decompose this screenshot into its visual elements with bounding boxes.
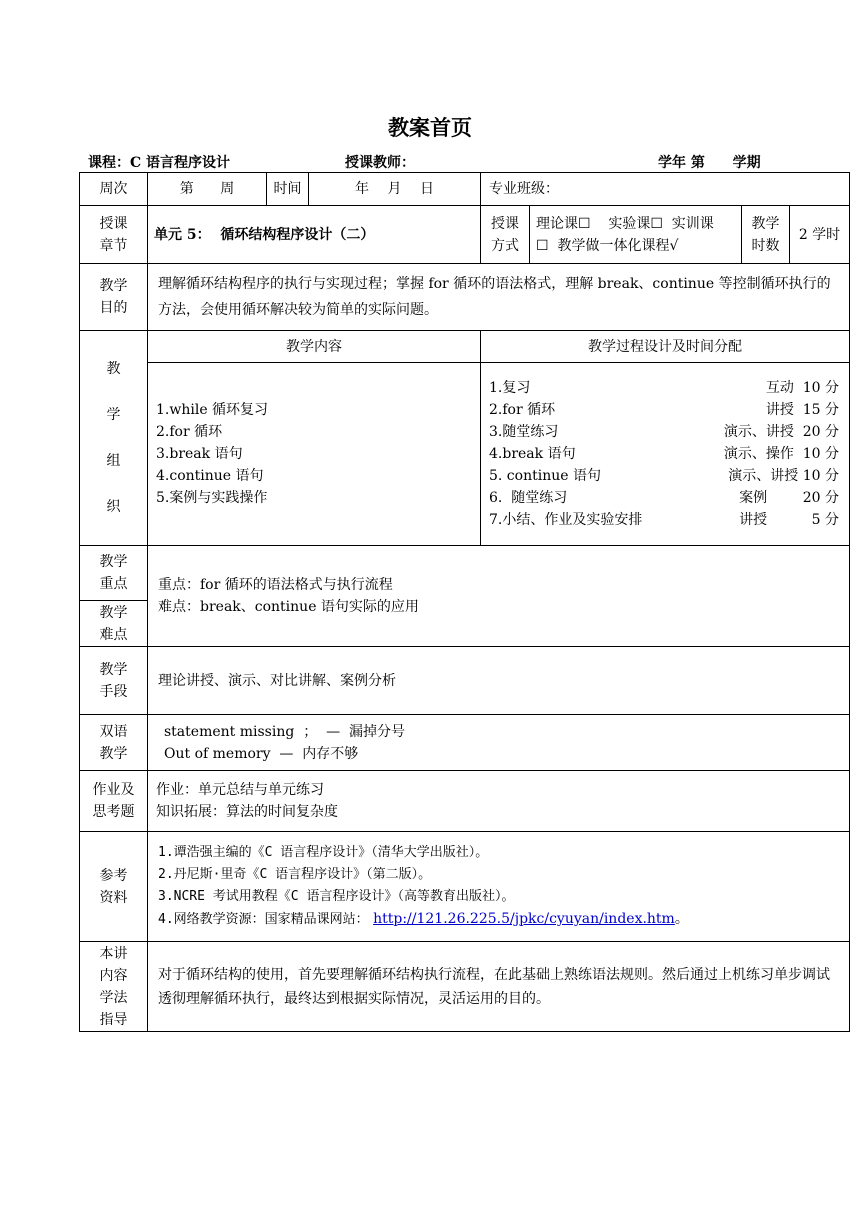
process-step: 5. continue 语句 [489, 468, 601, 484]
organization-header-row [80, 331, 850, 363]
guide-label-line: 指导 [99, 1011, 128, 1028]
organization-label-char: 教 [106, 361, 121, 377]
homework-text [148, 771, 850, 832]
key-point-row [80, 546, 850, 601]
process-method: 案例 20 分 [739, 490, 839, 506]
mode-options [530, 206, 742, 264]
key-point-label-line: 教学 [99, 554, 128, 570]
process-method: 讲授 5 分 [739, 512, 839, 528]
content-column-header: 教学内容 [148, 331, 481, 363]
course-label: 课程：C 语言程序设计 [88, 155, 231, 171]
homework-line: 作业：单元总结与单元练习 [156, 782, 324, 798]
term-label: 学期 [732, 155, 761, 171]
key-point-label-line: 重点 [99, 576, 128, 592]
bilingual-label-line: 双语 [99, 723, 128, 740]
means-label-line: 手段 [99, 683, 128, 700]
reference-suffix: 。 [674, 911, 689, 927]
bilingual-text [148, 715, 850, 771]
term-prefix-label: 第 [690, 155, 705, 171]
bilingual-line: statement missing ； — 漏掉分号 [164, 723, 406, 740]
hours-label-line: 时数 [751, 237, 780, 254]
mode-label-line: 授课 [491, 215, 519, 232]
homework-row [80, 771, 850, 832]
guide-label-line: 内容 [99, 967, 128, 984]
guide-label-line: 学法 [99, 989, 128, 1006]
content-item: 1.while 循环复习 [156, 402, 269, 418]
process-item [489, 487, 839, 509]
organization-label-char: 学 [106, 407, 121, 423]
reference-prefix: 4.网络教学资源：国家精品课网站： [158, 912, 369, 927]
chapter-row [80, 206, 850, 264]
content-list [148, 363, 481, 546]
process-step: 1.复习 [489, 380, 531, 396]
process-step: 3.随堂练习 [489, 424, 559, 440]
homework-label [80, 771, 148, 832]
process-step: 7.小结、作业及实验安排 [489, 512, 643, 528]
guide-row [80, 942, 850, 1032]
process-item [489, 465, 839, 487]
reference-item: 3.NCRE 考试用教程《C 语言程序设计》（高等教育出版社）。 [158, 889, 515, 904]
goal-text: 理解循环结构程序的执行与实现过程；掌握 for 循环的语法格式，理解 break、continue 等控制循环执行的方法，会使用循环解决较为简单的实际问题。 [148, 264, 850, 331]
process-method: 演示、讲授 10 分 [728, 468, 839, 484]
difficulty-label [80, 601, 148, 647]
means-label [80, 647, 148, 715]
course-website-link[interactable]: http://121.26.225.5/jpkc/cyuyan/index.htm [373, 911, 675, 927]
references-label-line: 参考 [99, 867, 128, 884]
year-label: 学年 [658, 155, 686, 171]
reference-item [158, 908, 843, 931]
time-label: 时间 [267, 173, 309, 206]
key-difficulty-text [148, 546, 850, 647]
hours-label-line: 教学 [751, 215, 780, 232]
references-list [148, 832, 850, 942]
organization-label-char: 组 [106, 453, 121, 469]
hours-label [742, 206, 790, 264]
process-method: 演示、讲授 20 分 [723, 424, 839, 440]
week-label: 周次 [80, 173, 148, 206]
week-row [80, 173, 850, 206]
process-column-header: 教学过程设计及时间分配 [481, 331, 850, 363]
reference-item: 1.谭浩强主编的《C 语言程序设计》（清华大学出版社）。 [158, 845, 489, 860]
process-item [489, 509, 839, 531]
homework-label-line: 思考题 [92, 804, 135, 820]
academic-year-label [658, 152, 761, 172]
process-method: 讲授 15 分 [765, 402, 839, 418]
document-title: 教案首页 [388, 115, 472, 140]
organization-label [80, 331, 148, 546]
goal-label-line: 目的 [99, 300, 128, 316]
mode-options-line: 理论课☐ 实验课☐ 实训课 [536, 215, 714, 232]
homework-line: 知识拓展：算法的时间复杂度 [156, 804, 338, 820]
bilingual-label-line: 教学 [99, 745, 128, 762]
means-text: 理论讲授、演示、对比讲解、案例分析 [148, 647, 850, 715]
teacher-label: 授课教师： [345, 155, 415, 171]
content-item: 3.break 语句 [156, 446, 243, 462]
references-label-line: 资料 [99, 889, 128, 906]
week-value: 第 周 [148, 173, 267, 206]
unit-title: 单元 5： 循环结构程序设计（二） [148, 206, 481, 264]
process-list [481, 363, 850, 546]
goal-label [80, 264, 148, 331]
process-method: 演示、操作 10 分 [723, 446, 839, 462]
goal-row [80, 264, 850, 331]
guide-label-line: 本讲 [99, 945, 128, 962]
organization-body-row [80, 363, 850, 546]
process-table [489, 377, 839, 531]
key-point-label [80, 546, 148, 601]
hours-value: 2 学时 [790, 206, 850, 264]
process-step: 4.break 语句 [489, 446, 576, 462]
class-label: 专业班级： [481, 173, 850, 206]
process-method: 互动 10 分 [765, 380, 839, 396]
chapter-label-line: 章节 [99, 237, 128, 254]
guide-label [80, 942, 148, 1032]
mode-label [481, 206, 530, 264]
bilingual-row [80, 715, 850, 771]
guide-text: 对于循环结构的使用，首先要理解循环结构执行流程，在此基础上熟练语法规则。然后通过上机练习单步调试透彻理解循环执行，最终达到根据实际情况，灵活运用的目的。 [148, 942, 850, 1032]
process-item [489, 443, 839, 465]
goal-label-line: 教学 [99, 278, 128, 294]
process-item [489, 421, 839, 443]
key-point-text: 重点：for 循环的语法格式与执行流程 [158, 577, 393, 593]
content-item: 2.for 循环 [156, 424, 223, 440]
bilingual-line: Out of memory — 内存不够 [164, 745, 359, 762]
bilingual-label [80, 715, 148, 771]
references-label [80, 832, 148, 942]
difficulty-label-line: 难点 [99, 626, 128, 643]
difficulty-label-line: 教学 [99, 604, 128, 621]
mode-label-line: 方式 [491, 237, 519, 254]
chapter-label-line: 授课 [99, 215, 128, 232]
chapter-label [80, 206, 148, 264]
lesson-plan-table [79, 172, 850, 1032]
reference-item: 2.丹尼斯·里奇《C 语言程序设计》（第二版）。 [158, 867, 432, 882]
references-row [80, 832, 850, 942]
content-item: 5.案例与实践操作 [156, 490, 268, 506]
process-item [489, 377, 839, 399]
homework-label-line: 作业及 [92, 782, 135, 798]
organization-label-char: 织 [106, 499, 121, 515]
means-label-line: 教学 [99, 661, 128, 678]
process-item [489, 399, 839, 421]
means-row [80, 647, 850, 715]
process-step: 2.for 循环 [489, 402, 556, 418]
process-step: 6. 随堂练习 [489, 490, 568, 506]
mode-options-line: ☐ 教学做一体化课程√ [536, 237, 679, 254]
difficulty-text: 难点：break、continue 语句实际的应用 [158, 599, 419, 615]
content-item: 4.continue 语句 [156, 468, 264, 484]
date-value: 年 月 日 [309, 173, 481, 206]
